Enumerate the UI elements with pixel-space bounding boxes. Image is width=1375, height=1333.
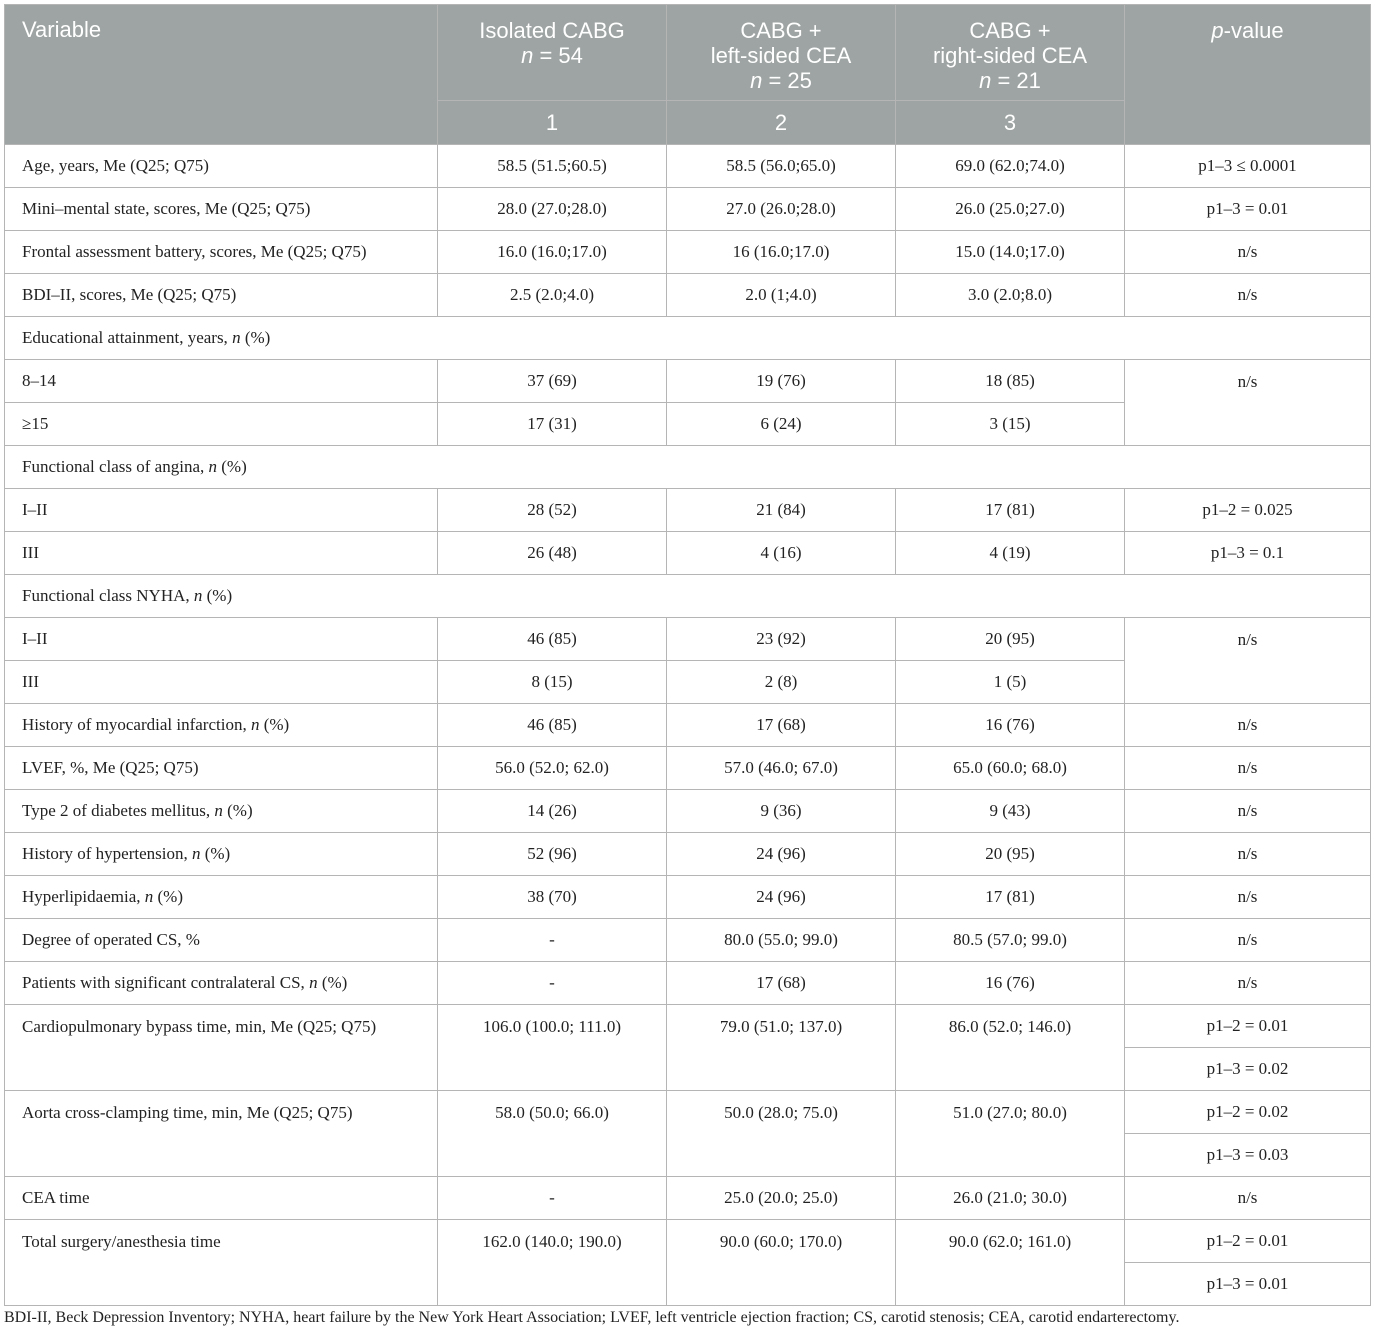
header-group-2-title-line2: left-sided CEA xyxy=(710,43,852,68)
value-cell-group-1: 56.0 (52.0; 62.0) xyxy=(438,747,667,790)
row-label: Frontal assessment battery, scores, Me (Q25; Q75) xyxy=(5,231,438,274)
value-cell-group-3: 65.0 (60.0; 68.0) xyxy=(896,747,1125,790)
value-cell-group-1: 58.0 (50.0; 66.0) xyxy=(438,1091,667,1177)
row-label: Degree of operated CS, % xyxy=(5,919,438,962)
value-cell-group-3: 15.0 (14.0;17.0) xyxy=(896,231,1125,274)
row-label: BDI–II, scores, Me (Q25; Q75) xyxy=(5,274,438,317)
table-row xyxy=(5,489,1371,532)
value-cell-group-2: 17 (68) xyxy=(667,704,896,747)
value-cell-group-1: 14 (26) xyxy=(438,790,667,833)
header-group-2-n: n = 25 xyxy=(750,68,812,93)
table-row xyxy=(5,919,1371,962)
value-cell-group-3: 20 (95) xyxy=(896,618,1125,661)
value-cell-group-2: 9 (36) xyxy=(667,790,896,833)
value-cell-group-2: 4 (16) xyxy=(667,532,896,575)
value-cell-group-3: 26.0 (25.0;27.0) xyxy=(896,188,1125,231)
value-cell-group-1: - xyxy=(438,1177,667,1220)
baseline-characteristics-table xyxy=(4,4,1371,1306)
header-group-3-title-line1: CABG + xyxy=(969,18,1051,43)
pvalue-cell: n/s xyxy=(1125,618,1371,704)
value-cell-group-1: 8 (15) xyxy=(438,661,667,704)
value-cell-group-3: 90.0 (62.0; 161.0) xyxy=(896,1220,1125,1306)
value-cell-group-2: 24 (96) xyxy=(667,876,896,919)
pvalue-cell: n/s xyxy=(1125,790,1371,833)
header-group-2 xyxy=(667,5,896,101)
pvalue-cell: p1–2 = 0.02 xyxy=(1125,1091,1371,1134)
value-cell-group-1: 46 (85) xyxy=(438,618,667,661)
row-label: Hyperlipidaemia, n (%) xyxy=(5,876,438,919)
value-cell-group-2: 80.0 (55.0; 99.0) xyxy=(667,919,896,962)
value-cell-group-2: 17 (68) xyxy=(667,962,896,1005)
row-label: Mini–mental state, scores, Me (Q25; Q75) xyxy=(5,188,438,231)
table-row xyxy=(5,360,1371,403)
value-cell-group-2: 50.0 (28.0; 75.0) xyxy=(667,1091,896,1177)
table-row xyxy=(5,1220,1371,1263)
value-cell-group-3: 1 (5) xyxy=(896,661,1125,704)
value-cell-group-2: 21 (84) xyxy=(667,489,896,532)
value-cell-group-2: 57.0 (46.0; 67.0) xyxy=(667,747,896,790)
section-row xyxy=(5,317,1371,360)
value-cell-group-2: 16 (16.0;17.0) xyxy=(667,231,896,274)
value-cell-group-3: 20 (95) xyxy=(896,833,1125,876)
header-group-1-title: Isolated CABG xyxy=(479,18,625,43)
pvalue-cell: p1–2 = 0.01 xyxy=(1125,1005,1371,1048)
row-label: Cardiopulmonary bypass time, min, Me (Q25; Q75) xyxy=(5,1005,438,1091)
table-row xyxy=(5,704,1371,747)
pvalue-cell: n/s xyxy=(1125,360,1371,446)
pvalue-cell: p1–2 = 0.01 xyxy=(1125,1220,1371,1263)
value-cell-group-2: 79.0 (51.0; 137.0) xyxy=(667,1005,896,1091)
table-row xyxy=(5,618,1371,661)
header-group-2-title-line1: CABG + xyxy=(740,18,822,43)
section-label: Functional class of angina, n (%) xyxy=(5,446,1371,489)
value-cell-group-2: 90.0 (60.0; 170.0) xyxy=(667,1220,896,1306)
value-cell-group-3: 16 (76) xyxy=(896,962,1125,1005)
table-row xyxy=(5,188,1371,231)
header-variable: Variable xyxy=(5,5,438,145)
value-cell-group-3: 3.0 (2.0;8.0) xyxy=(896,274,1125,317)
value-cell-group-2: 2.0 (1;4.0) xyxy=(667,274,896,317)
value-cell-group-2: 27.0 (26.0;28.0) xyxy=(667,188,896,231)
value-cell-group-1: 58.5 (51.5;60.5) xyxy=(438,145,667,188)
table-row xyxy=(5,1005,1371,1048)
pvalue-cell: n/s xyxy=(1125,274,1371,317)
value-cell-group-3: 86.0 (52.0; 146.0) xyxy=(896,1005,1125,1091)
value-cell-group-1: 38 (70) xyxy=(438,876,667,919)
value-cell-group-1: 162.0 (140.0; 190.0) xyxy=(438,1220,667,1306)
row-label: Age, years, Me (Q25; Q75) xyxy=(5,145,438,188)
row-label: 8–14 xyxy=(5,360,438,403)
value-cell-group-2: 25.0 (20.0; 25.0) xyxy=(667,1177,896,1220)
table-row xyxy=(5,274,1371,317)
table-row xyxy=(5,145,1371,188)
pvalue-cell: p1–2 = 0.025 xyxy=(1125,489,1371,532)
value-cell-group-3: 69.0 (62.0;74.0) xyxy=(896,145,1125,188)
table-row xyxy=(5,747,1371,790)
row-label: I–II xyxy=(5,618,438,661)
pvalue-cell: n/s xyxy=(1125,747,1371,790)
row-label: History of hypertension, n (%) xyxy=(5,833,438,876)
value-cell-group-1: 37 (69) xyxy=(438,360,667,403)
value-cell-group-3: 80.5 (57.0; 99.0) xyxy=(896,919,1125,962)
value-cell-group-1: 28.0 (27.0;28.0) xyxy=(438,188,667,231)
value-cell-group-3: 16 (76) xyxy=(896,704,1125,747)
table-row xyxy=(5,876,1371,919)
value-cell-group-1: 46 (85) xyxy=(438,704,667,747)
header-group-3-n: n = 21 xyxy=(979,68,1041,93)
table-header xyxy=(5,5,1371,145)
value-cell-group-1: 2.5 (2.0;4.0) xyxy=(438,274,667,317)
row-label: History of myocardial infarction, n (%) xyxy=(5,704,438,747)
table-footnote: BDI-II, Beck Depression Inventory; NYHA, heart failure by the New York Heart Association; LVEF, left ventricle ejection fraction; CS, carotid stenosis; CEA, carotid endarterectomy. xyxy=(4,1309,1180,1326)
row-label: III xyxy=(5,661,438,704)
section-row xyxy=(5,446,1371,489)
header-col-number-2: 2 xyxy=(667,101,896,145)
header-group-1-n: n = 54 xyxy=(521,43,583,68)
value-cell-group-1: 52 (96) xyxy=(438,833,667,876)
row-label: ≥15 xyxy=(5,403,438,446)
value-cell-group-2: 58.5 (56.0;65.0) xyxy=(667,145,896,188)
table-row xyxy=(5,1091,1371,1134)
row-label: Type 2 of diabetes mellitus, n (%) xyxy=(5,790,438,833)
pvalue-cell: p1–3 = 0.03 xyxy=(1125,1134,1371,1177)
header-col-number-3: 3 xyxy=(896,101,1125,145)
pvalue-cell: n/s xyxy=(1125,919,1371,962)
value-cell-group-3: 3 (15) xyxy=(896,403,1125,446)
value-cell-group-2: 24 (96) xyxy=(667,833,896,876)
pvalue-cell: n/s xyxy=(1125,231,1371,274)
table-row xyxy=(5,532,1371,575)
table-body xyxy=(5,145,1371,1306)
row-label: CEA time xyxy=(5,1177,438,1220)
value-cell-group-1: 16.0 (16.0;17.0) xyxy=(438,231,667,274)
value-cell-group-3: 18 (85) xyxy=(896,360,1125,403)
value-cell-group-3: 51.0 (27.0; 80.0) xyxy=(896,1091,1125,1177)
value-cell-group-1: 28 (52) xyxy=(438,489,667,532)
pvalue-cell: n/s xyxy=(1125,876,1371,919)
table-row xyxy=(5,790,1371,833)
table-row xyxy=(5,1177,1371,1220)
value-cell-group-2: 2 (8) xyxy=(667,661,896,704)
header-group-3 xyxy=(896,5,1125,101)
value-cell-group-3: 17 (81) xyxy=(896,876,1125,919)
table-row xyxy=(5,962,1371,1005)
header-pvalue: p-value xyxy=(1125,5,1371,145)
header-group-1 xyxy=(438,5,667,101)
value-cell-group-3: 17 (81) xyxy=(896,489,1125,532)
pvalue-cell: n/s xyxy=(1125,962,1371,1005)
value-cell-group-1: - xyxy=(438,962,667,1005)
pvalue-cell: n/s xyxy=(1125,1177,1371,1220)
section-row xyxy=(5,575,1371,618)
row-label: Patients with significant contralateral CS, n (%) xyxy=(5,962,438,1005)
pvalue-cell: n/s xyxy=(1125,704,1371,747)
pvalue-cell: p1–3 = 0.01 xyxy=(1125,1263,1371,1306)
pvalue-cell: p1–3 ≤ 0.0001 xyxy=(1125,145,1371,188)
value-cell-group-1: 26 (48) xyxy=(438,532,667,575)
row-label: Aorta cross-clamping time, min, Me (Q25; Q75) xyxy=(5,1091,438,1177)
section-label: Functional class NYHA, n (%) xyxy=(5,575,1371,618)
row-label: Total surgery/anesthesia time xyxy=(5,1220,438,1306)
value-cell-group-1: 106.0 (100.0; 111.0) xyxy=(438,1005,667,1091)
value-cell-group-2: 19 (76) xyxy=(667,360,896,403)
pvalue-cell: p1–3 = 0.02 xyxy=(1125,1048,1371,1091)
row-label: I–II xyxy=(5,489,438,532)
value-cell-group-2: 6 (24) xyxy=(667,403,896,446)
table-row xyxy=(5,231,1371,274)
section-label: Educational attainment, years, n (%) xyxy=(5,317,1371,360)
table-row xyxy=(5,833,1371,876)
row-label: III xyxy=(5,532,438,575)
value-cell-group-3: 9 (43) xyxy=(896,790,1125,833)
header-col-number-1: 1 xyxy=(438,101,667,145)
row-label: LVEF, %, Me (Q25; Q75) xyxy=(5,747,438,790)
value-cell-group-3: 4 (19) xyxy=(896,532,1125,575)
header-group-3-title-line2: right-sided CEA xyxy=(932,43,1088,68)
pvalue-cell: p1–3 = 0.01 xyxy=(1125,188,1371,231)
pvalue-cell: p1–3 = 0.1 xyxy=(1125,532,1371,575)
value-cell-group-3: 26.0 (21.0; 30.0) xyxy=(896,1177,1125,1220)
value-cell-group-1: 17 (31) xyxy=(438,403,667,446)
value-cell-group-1: - xyxy=(438,919,667,962)
pvalue-cell: n/s xyxy=(1125,833,1371,876)
value-cell-group-2: 23 (92) xyxy=(667,618,896,661)
